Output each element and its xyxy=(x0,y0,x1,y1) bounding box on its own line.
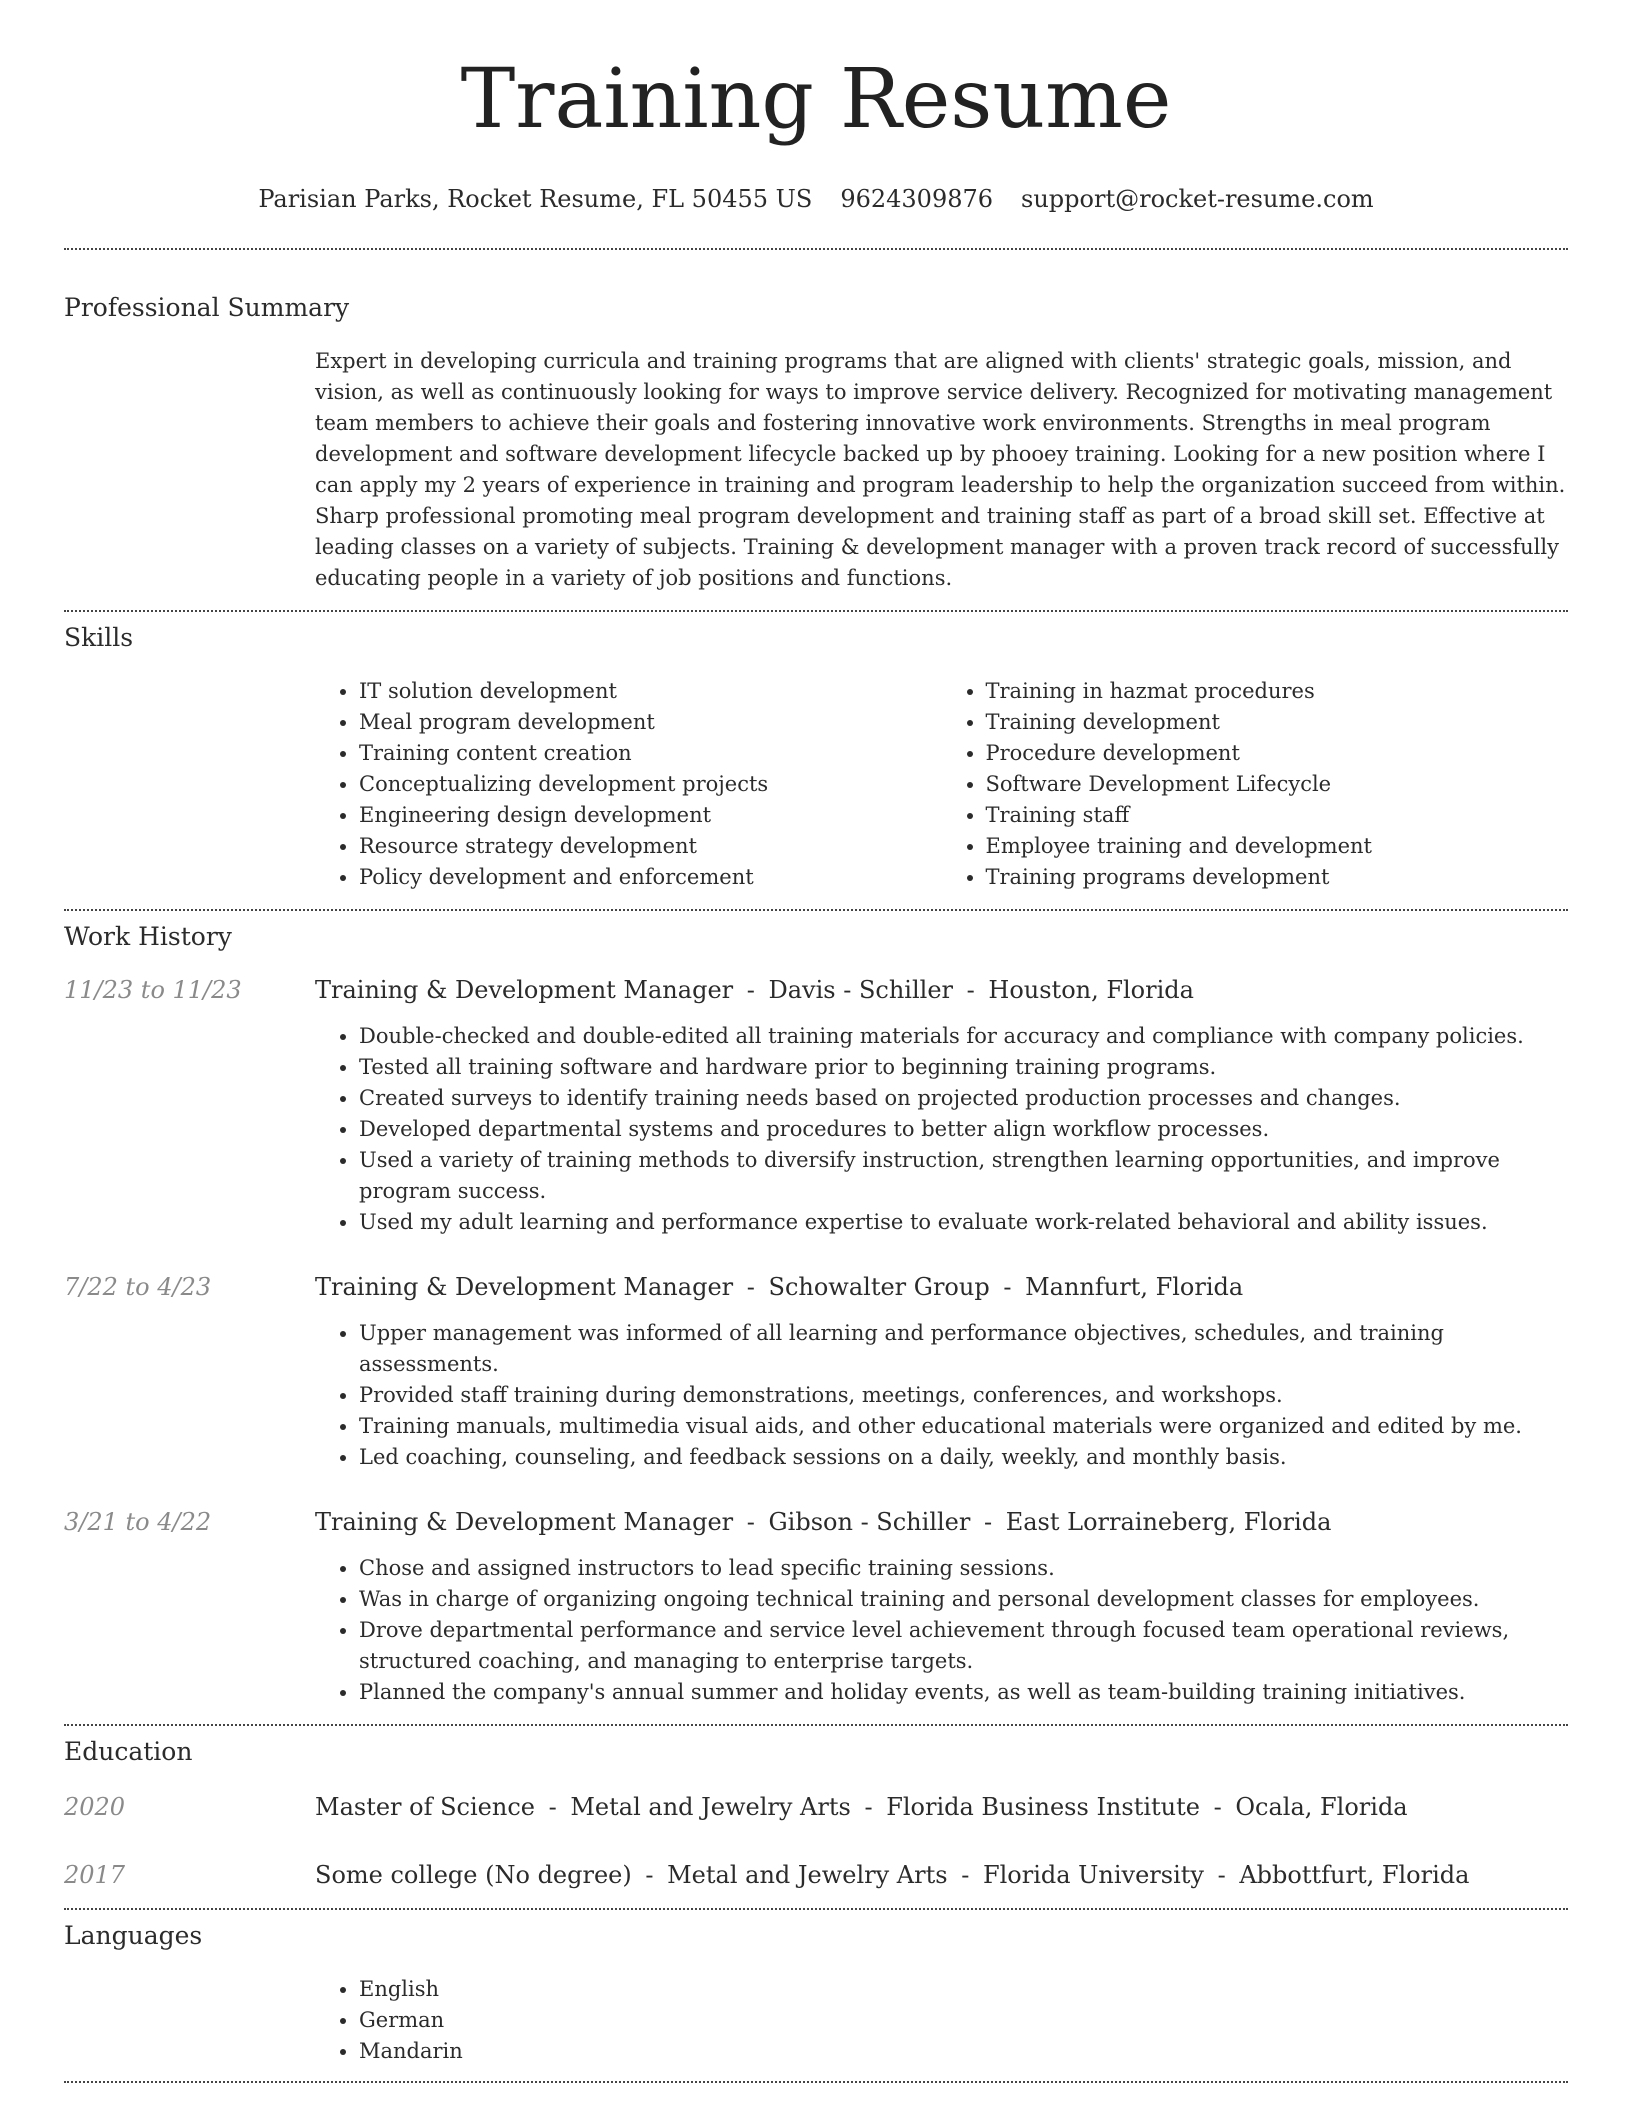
job-bullet: • Created surveys to identify training needs based on projected production processes and changes. xyxy=(359,1083,1568,1114)
languages-heading: Languages xyxy=(64,1921,203,1950)
skill-item: • Software Development Lifecycle xyxy=(986,769,1569,800)
skills-section xyxy=(64,612,1568,893)
education-location: Abbottfurt, Florida xyxy=(1239,1861,1470,1889)
education-field: Metal and Jewelry Arts xyxy=(570,1793,851,1821)
skill-item: • Conceptualizing development projects xyxy=(359,769,942,800)
job-bullet: • Drove departmental performance and service level achievement through focused team operational reviews, structured coaching, and managing to enterprise targets. xyxy=(359,1615,1568,1677)
contact-email[interactable]: support@rocket-resume.com xyxy=(1021,185,1374,213)
skill-item: • Training programs development xyxy=(986,862,1569,893)
education-location: Ocala, Florida xyxy=(1235,1793,1408,1821)
education-school: Florida Business Institute xyxy=(886,1793,1200,1821)
job-bullet: • Led coaching, counseling, and feedback sessions on a daily, weekly, and monthly basis. xyxy=(359,1442,1568,1473)
job-title: Training & Development Manager xyxy=(315,976,734,1004)
resume-title: Training Resume xyxy=(460,52,1172,147)
education-degree: Master of Science xyxy=(315,1793,535,1821)
job-bullet: • Planned the company's annual summer and holiday events, as well as team-building training initiatives. xyxy=(359,1677,1568,1708)
job-bullet: • Training manuals, multimedia visual aids, and other educational materials were organized and edited by me. xyxy=(359,1411,1568,1442)
education-line: Master of Science - Metal and Jewelry Arts - Florida Business Institute - Ocala, Florida xyxy=(315,1793,1408,1821)
job-bullet: • Used a variety of training methods to diversify instruction, strengthen learning opportunities, and improve program success. xyxy=(359,1145,1568,1207)
education-field: Metal and Jewelry Arts xyxy=(667,1861,948,1889)
summary-text: Expert in developing curricula and training programs that are aligned with clients' strategic goals, mission, and vision, as well as continuously looking for ways to improve service delivery. Recognized for motivating management team members to achieve their goals and fostering innovative work environments. Strengths in meal program development and software development lifecycle backed up by phooey training. Looking for a new position where I can apply my 2 years of experience in training and program leadership to help the organization succeed from within. Sharp professional promoting meal program development and training staff as part of a broad skill set. Effective at leading classes on a variety of subjects. Training & development manager with a proven track record of successfully educating people in a variety of job positions and functions. xyxy=(315,349,1566,590)
education-school: Florida University xyxy=(982,1861,1204,1889)
job-bullet: • Developed departmental systems and procedures to better align workflow processes. xyxy=(359,1114,1568,1145)
job-title-line: Training & Development Manager - Schowalter Group - Mannfurt, Florida xyxy=(315,1273,1244,1301)
language-item: • German xyxy=(359,2005,1568,2036)
job-bullets xyxy=(315,1318,1568,1473)
divider xyxy=(64,2081,1568,2083)
skill-item: • Procedure development xyxy=(986,738,1569,769)
education-entry xyxy=(64,1860,1568,1890)
languages-list xyxy=(315,1974,1568,2067)
contact-address: Parisian Parks, Rocket Resume, FL 50455 US xyxy=(258,185,813,213)
job-location: East Lorraineberg, Florida xyxy=(1005,1508,1332,1536)
skills-list-left xyxy=(315,676,942,893)
job-bullet: • Provided staff training during demonstrations, meetings, conferences, and workshops. xyxy=(359,1380,1568,1411)
job-title-line: Training & Development Manager - Gibson - Schiller - East Lorraineberg, Florida xyxy=(315,1508,1332,1536)
education-entry xyxy=(64,1792,1568,1822)
contact-phone: 9624309876 xyxy=(840,185,994,213)
skill-item: • Policy development and enforcement xyxy=(359,862,942,893)
work-history-section xyxy=(64,911,1568,1708)
skill-item: • Training content creation xyxy=(359,738,942,769)
skill-item: • IT solution development xyxy=(359,676,942,707)
job-title: Training & Development Manager xyxy=(315,1508,734,1536)
skill-item: • Resource strategy development xyxy=(359,831,942,862)
education-degree: Some college (No degree) xyxy=(315,1861,632,1889)
education-year: 2020 xyxy=(64,1793,126,1821)
skill-item: • Engineering design development xyxy=(359,800,942,831)
skill-item: • Meal program development xyxy=(359,707,942,738)
job-bullet: • Tested all training software and hardware prior to beginning training programs. xyxy=(359,1052,1568,1083)
job-location: Houston, Florida xyxy=(988,976,1194,1004)
job-entry xyxy=(64,975,1568,1238)
languages-section xyxy=(64,1910,1568,2067)
skills-heading: Skills xyxy=(64,623,134,652)
job-company: Schowalter Group xyxy=(768,1273,990,1301)
job-bullets xyxy=(315,1021,1568,1238)
education-section xyxy=(64,1726,1568,1890)
education-heading: Education xyxy=(64,1737,193,1766)
job-dates: 7/22 to 4/23 xyxy=(64,1273,212,1301)
contact-line xyxy=(64,184,1568,214)
education-year: 2017 xyxy=(64,1861,126,1889)
skill-item: • Employee training and development xyxy=(986,831,1569,862)
education-line: Some college (No degree) - Metal and Jewelry Arts - Florida University - Abbottfurt, Florida xyxy=(315,1861,1470,1889)
job-bullet: • Used my adult learning and performance expertise to evaluate work-related behavioral and ability issues. xyxy=(359,1207,1568,1238)
job-title-line: Training & Development Manager - Davis - Schiller - Houston, Florida xyxy=(315,976,1194,1004)
job-bullets xyxy=(315,1553,1568,1708)
job-dates: 11/23 to 11/23 xyxy=(64,976,242,1004)
job-dates: 3/21 to 4/22 xyxy=(64,1508,212,1536)
job-company: Gibson - Schiller xyxy=(768,1508,971,1536)
work-history-heading: Work History xyxy=(64,922,232,951)
job-entry xyxy=(64,1272,1568,1473)
job-title: Training & Development Manager xyxy=(315,1273,734,1301)
skill-item: • Training in hazmat procedures xyxy=(986,676,1569,707)
job-bullet: • Double-checked and double-edited all training materials for accuracy and compliance with company policies. xyxy=(359,1021,1568,1052)
language-item: • Mandarin xyxy=(359,2036,1568,2067)
summary-heading: Professional Summary xyxy=(64,293,350,322)
job-company: Davis - Schiller xyxy=(768,976,954,1004)
job-bullet: • Chose and assigned instructors to lead specific training sessions. xyxy=(359,1553,1568,1584)
skill-item: • Training staff xyxy=(986,800,1569,831)
job-entry xyxy=(64,1507,1568,1708)
language-item: • English xyxy=(359,1974,1568,2005)
summary-section xyxy=(64,250,1568,594)
skill-item: • Training development xyxy=(986,707,1569,738)
job-bullet: • Was in charge of organizing ongoing technical training and personal development classes for employees. xyxy=(359,1584,1568,1615)
job-bullet: • Upper management was informed of all learning and performance objectives, schedules, and training assessments. xyxy=(359,1318,1568,1380)
skills-list-right xyxy=(942,676,1569,893)
job-location: Mannfurt, Florida xyxy=(1025,1273,1244,1301)
